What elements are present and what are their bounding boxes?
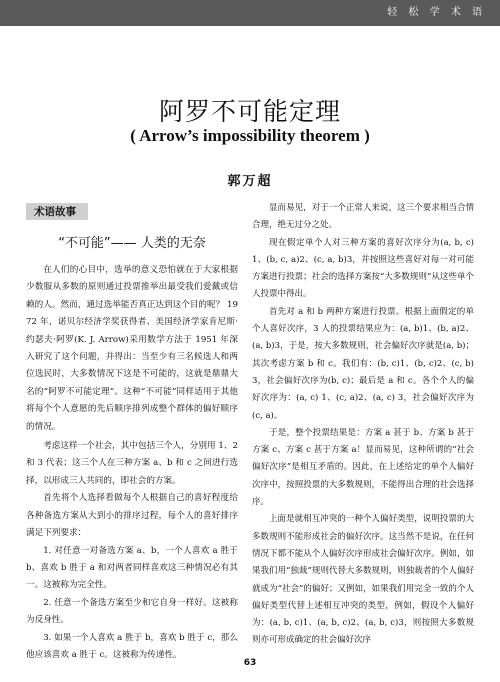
left-column [26,200,238,664]
paragraph: 上面是就相互冲突的一种个人偏好类型，说明投票的大多数规则不能形成社会的偏好次序。这当然不是说，在任何情况下都不能从个人偏好次序形成社会偏好次序。例如，如果我们用“独裁”规则代替大多数规则，则独裁者的个人偏好就成为“社会”的偏好；又例如，如果我们用完全一致的个人偏好类型代替上述相互冲突的类型，例如，假设个人偏好为：(a, b, c)1、(a, b, c)2、(a, b, c)3，则按照大多数规则亦可形成确定的社会偏好次序 [252,514,474,646]
article-title: 阿罗不可能定理 [158,97,341,126]
article-title-english: ( Arrow’s impossibility theorem ) [130,126,370,145]
section-tag: 术语故事 [26,203,88,220]
paragraph: 在人们的心目中，选举的意义恐怕就在于大家根据少数服从多数的原则通过投票推举出最受我们爱戴或信赖的人。然而，通过选举能否真正达到这个目的呢？ 1972 年，诺贝尔经济学奖获得者、美国经济学家肯尼斯·约瑟夫·阿罗(K. J. Arrow)采用数学方法于 1951 年深入研究了这个问题，并得出：当至少有三名候选人和两位选民时，大多数情况下这是不可能的，这就是鼎鼎大名的“阿罗不可能定理”。这种“不可能”同样适用于其他将每个个人意愿的先后顺序排列成整个群体的偏好顺序的情况。 [26,265,238,432]
paragraph: 现在假定单个人对三种方案的喜好次序分为(a, b, c)1、(b, c, a)2、(c, a, b)3，并按照这些喜好对每一对可能方案进行投票；社会的选择方案按“大多数规则”从这些单个人投票中得出。 [252,237,474,300]
section-subheading: “不可能”—— 人类的无奈 [58,236,206,251]
paragraph: 3. 如果一个人喜欢 a 胜于 b，喜欢 b 胜于 c，那么他应该喜欢 a 胜于 c。这被称为传递性。 [26,632,238,660]
paragraph: 显而易见，对于一个正常人来说，这三个要求相当合情合理，绝无过分之处。 [252,203,474,231]
paragraph: 1. 对任意一对备选方案 a、b，一个人喜欢 a 胜于 b、喜欢 b 胜于 a 和对两者同样喜欢这三种情况必有其一。这被称为完全性。 [26,545,238,591]
page-number: 63 [243,658,257,668]
header-band [0,0,500,26]
paragraph: 首先对 a 和 b 两种方案进行投票。根据上面假定的单个人喜好次序，3 人的投票结果应为：(a, b)1、(b, a)2、(a, b)3，于是，按大多数规则，社会偏好次序就是(a, b)；其次考虑方案 b 和 c。我们有：(b, c)1、(b, c)2、(c, b)3，社会偏好次序为(b, c)；最后是 a 和 c。各个个人的偏好次序为：(a, c) 1、(c, a)2、(a, c) 3，社会偏好次序为(c, a)。 [252,306,474,421]
column-label: 轻 松 学 术 语 [387,7,486,18]
paragraph: 考虑这样一个社会，其中包括三个人，分别用 1、2 和 3 代表；这三个人在三种方案 a、b 和 c 之间进行选择，以形成三人共同的，即社会的方案。 [26,441,238,486]
paragraph: 于是，整个投票结果是：方案 a 甚于 b、方案 b 甚于方案 c、方案 c 甚于方案 a！显而易见，这种所谓的“社会偏好次序”是相互矛盾的。因此，在上述给定的单个人偏好次序中，按照投票的大多数规则，不能得出合理的社会选择序。 [252,427,474,508]
paragraph: 2. 任意一个备选方案至少和它自身一样好。这被称为反身性。 [26,597,238,626]
paragraph: 首先将个人选择看做每个人根据自己的喜好程度给各种备选方案从大到小的排序过程，每个人的喜好排序满足下列要求： [26,493,238,539]
right-column [252,200,474,650]
article-author: 郭万超 [227,174,273,189]
